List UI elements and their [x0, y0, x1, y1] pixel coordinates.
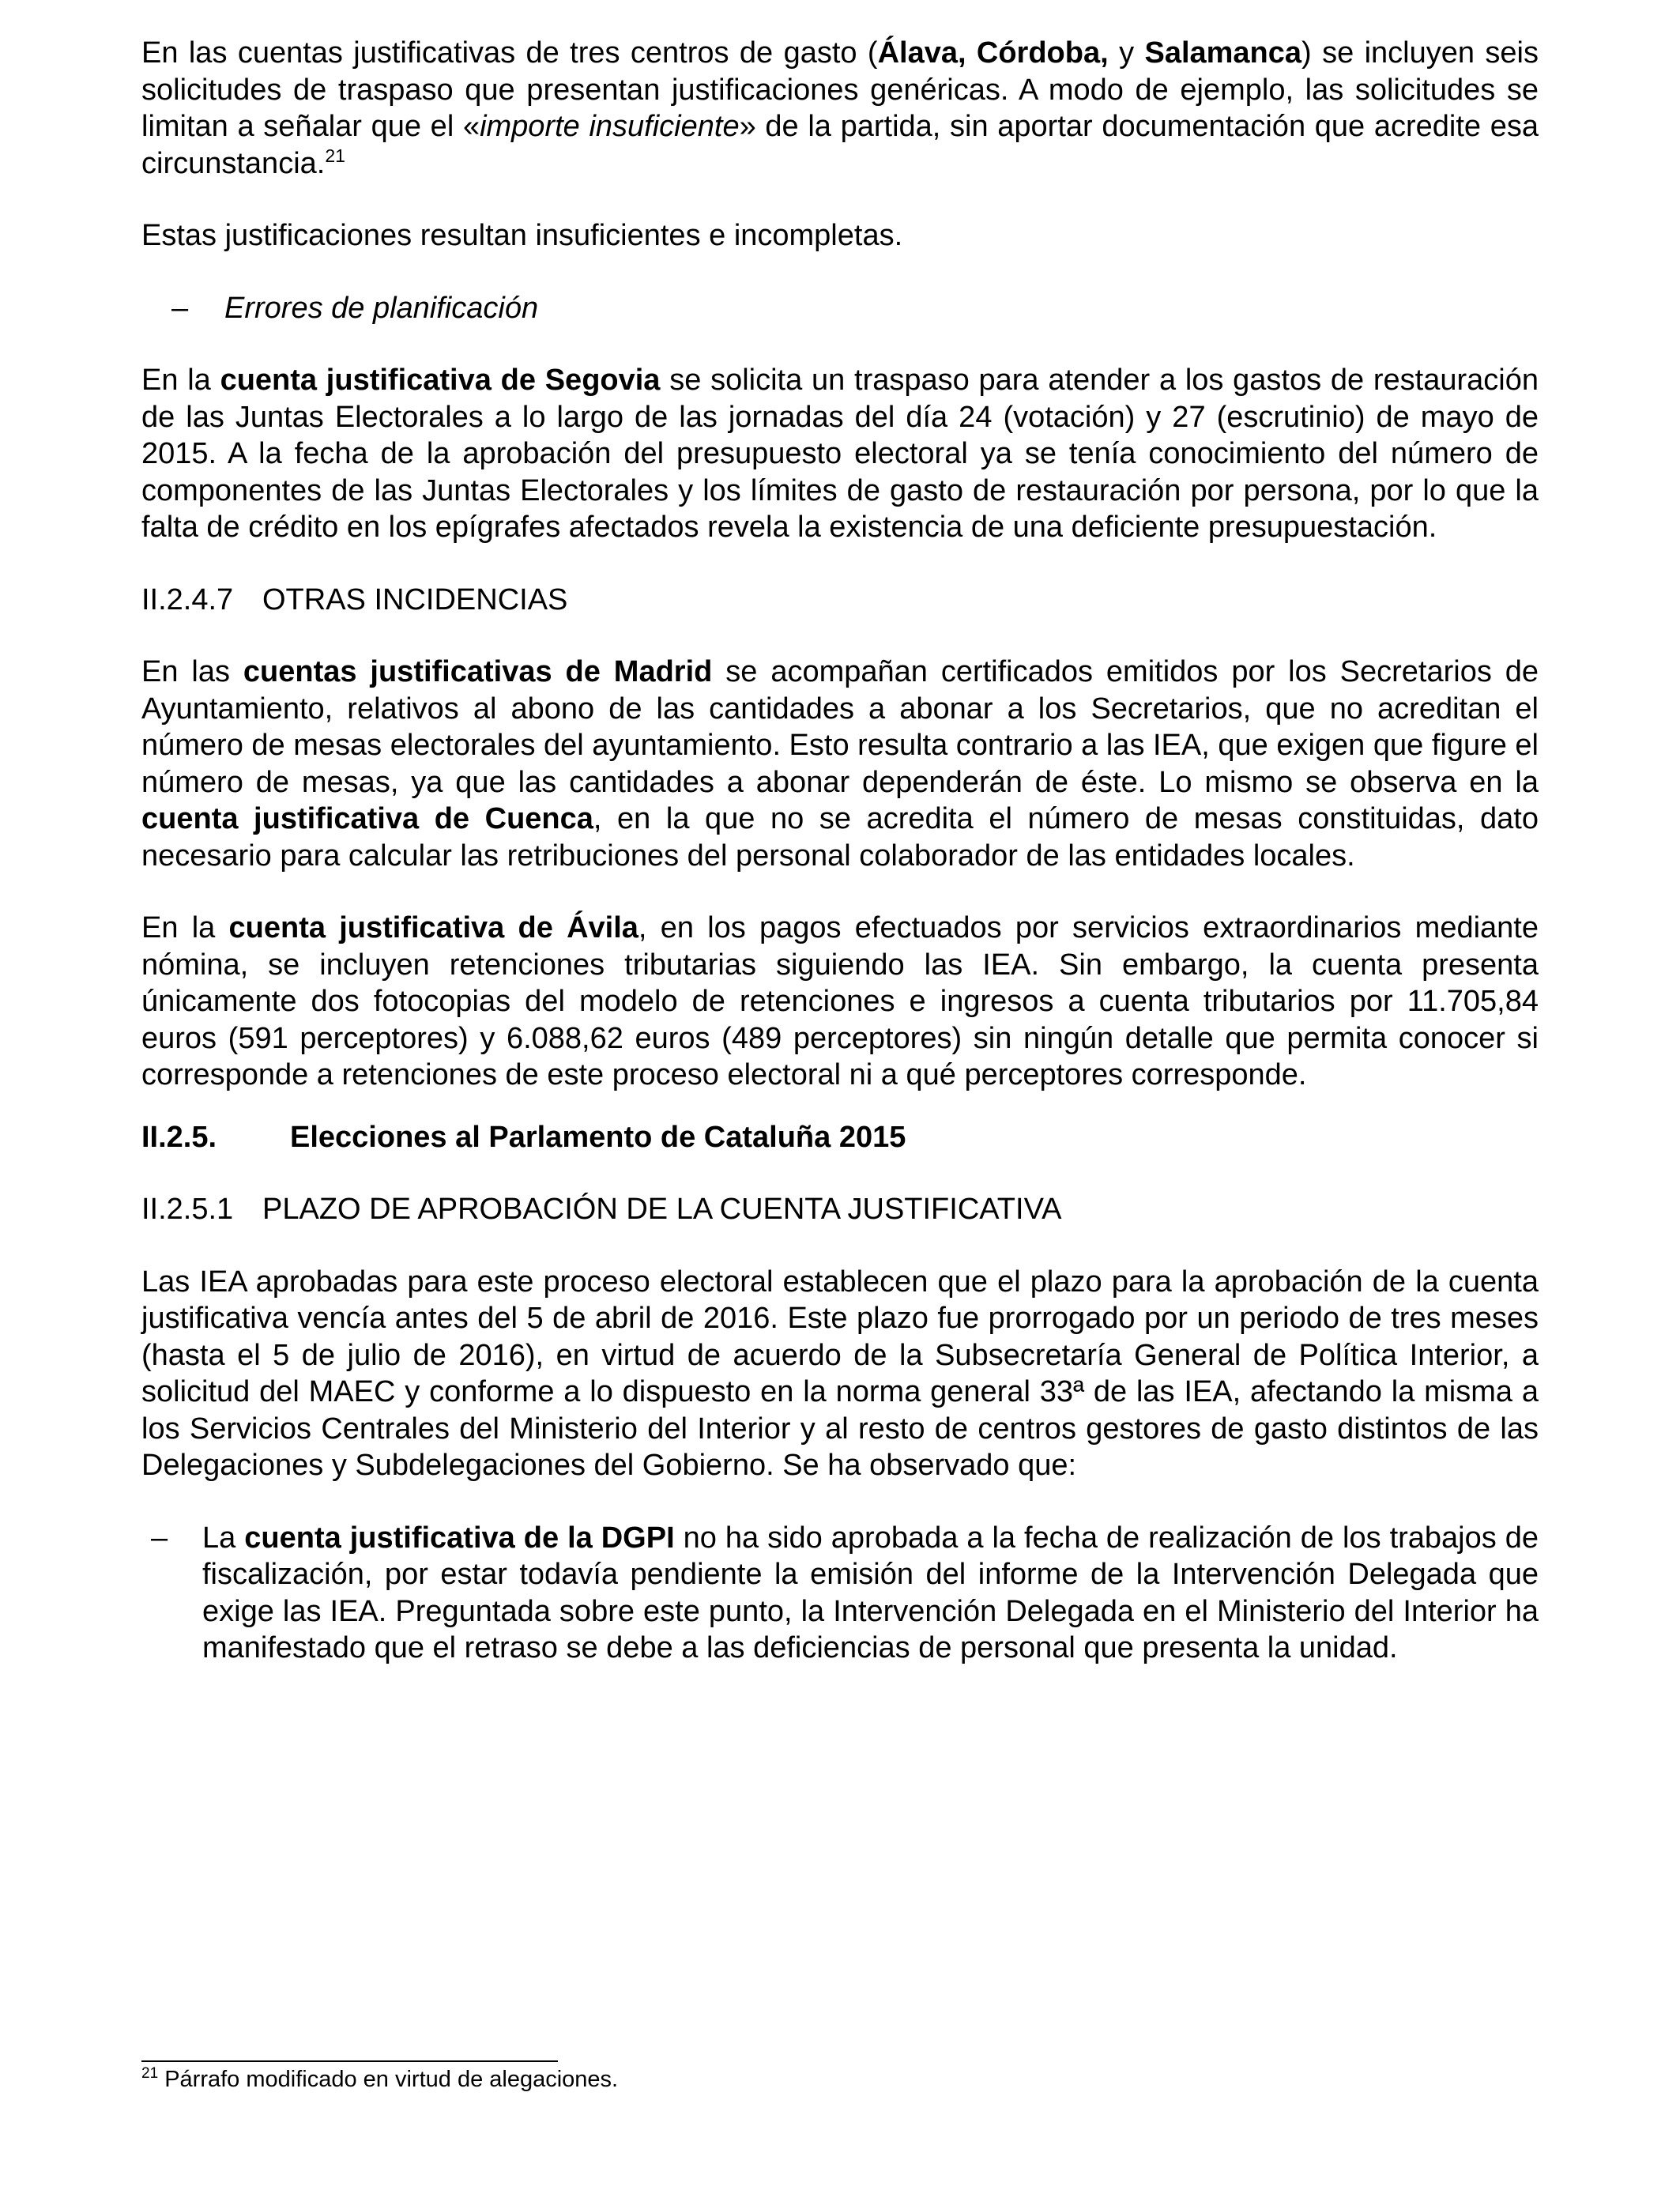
section-number: II.2.5.1 — [141, 1193, 234, 1226]
section-number: II.2.4.7 — [141, 582, 234, 616]
section-heading-2-5-1 — [141, 1191, 1539, 1228]
section-heading-2-5 — [141, 1119, 1539, 1156]
paragraph-insuficientes: Estas justificaciones resultan insuficientes e incompletas. — [141, 219, 903, 252]
paragraph-segovia: En la cuenta justificativa de Segovia se solicita un traspaso para atender a los gastos de restauración de las Juntas Electorales a lo largo de las jornadas del día 24 (votación) y 27 (escrutinio) de mayo de 2015. A la fecha de la aprobación del presupuesto electoral ya se tenía conocimiento del número de componentes de las Juntas Electorales y los límites de gasto de restauración por persona, por lo que la falta de crédito en los epígrafes afectados revela la existencia de una deficiente presupuestación. — [141, 364, 1539, 544]
bold-segovia: cuenta justificativa de Segovia — [220, 364, 661, 397]
italic-importe-insuficiente: importe insuficiente — [480, 110, 740, 143]
footnote — [141, 2065, 618, 2094]
paragraph-avila: En la cuenta justificativa de Ávila, en los pagos efectuados por servicios extraordinarios mediante nómina, se incluyen retenciones tributarias siguiendo las IEA. Sin embargo, la cuenta presenta únicamente dos fotocopias del modelo de retenciones e ingresos a cuenta tributarios por 11.705,84 euros (591 perceptores) y 6.088,62 euros (489 perceptores) sin ningún detalle que permita conocer si corresponde a retenciones de este proceso electoral ni a qué perceptores corresponde. — [141, 911, 1539, 1091]
section-heading-2-4-7 — [141, 582, 1539, 619]
footnote-separator — [141, 2060, 558, 2062]
footnote-number: 21 — [141, 2065, 159, 2082]
paragraph-centros-gasto: En las cuentas justificativas de tres centros de gasto (Álava, Córdoba, y Salamanca) se incluyen seis solicitudes de traspaso que presentan justificaciones genéricas. A modo de ejemplo, las solicitudes se limitan a señalar que el «importe insuficiente» de la partida, sin aportar documentación que acredite esa circunstancia.$^{21}$ — [141, 36, 1539, 180]
footnote-reference: 21 — [325, 145, 345, 166]
subheading-text: Errores de planificación — [224, 291, 539, 325]
bold-salamanca: Salamanca — [1144, 36, 1302, 70]
bold-madrid: cuentas justificativas de Madrid — [243, 655, 713, 688]
paragraph-plazo: Las IEA aprobadas para este proceso electoral establecen que el plazo para la aprobación de la cuenta justificativa vencía antes del 5 de abril de 2016. Este plazo fue prorrogado por un periodo de tres meses (hasta el 5 de julio de 2016), en virtud de acuerdo de la Subsecretaría General de Política Interior, a solicitud del MAEC y conforme a lo dispuesto en la norma general 33ª de las IEA, afectando la misma a los Servicios Centrales del Ministerio del Interior y al resto de centros gestores de gasto distintos de las Delegaciones y Subdelegaciones del Gobierno. Se ha observado que: — [141, 1265, 1539, 1482]
bold-centros: Álava, Córdoba, — [877, 36, 1109, 70]
subheading-errores-planificacion — [141, 290, 1539, 327]
bold-avila: cuenta justificativa de Ávila — [228, 911, 638, 944]
bold-cuenca: cuenta justificativa de Cuenca — [141, 802, 593, 835]
dash-marker: – — [171, 291, 189, 325]
section-title: Elecciones al Parlamento de Cataluña 2015 — [290, 1120, 906, 1154]
section-title: PLAZO DE APROBACIÓN DE LA CUENTA JUSTIFICATIVA — [262, 1193, 1062, 1226]
page-body — [141, 35, 1539, 1667]
section-number: II.2.5. — [141, 1120, 217, 1154]
bullet-dgpi: – La cuenta justificativa de la DGPI no ha sido aprobada a la fecha de realización de los trabajos de fiscalización, por estar todavía pendiente la emisión del informe de la Intervención Delegada que exige las IEA. Preguntada sobre este punto, la Intervención Delegada en el Ministerio del Interior ha manifestado que el retraso se debe a las deficiencias de personal que presenta la unidad. — [141, 1520, 1539, 1667]
dash-marker: – — [151, 1521, 168, 1555]
paragraph-madrid-cuenca: En las cuentas justificativas de Madrid se acompañan certificados emitidos por los Secretarios de Ayuntamiento, relativos al abono de las cantidades a abonar a los Secretarios, que no acreditan el número de mesas electorales del ayuntamiento. Esto resulta contrario a las IEA, que exigen que figure el número de mesas, ya que las cantidades a abonar dependerán de éste. Lo mismo se observa en la cuenta justificativa de Cuenca, en la que no se acredita el número de mesas constituidas, dato necesario para calcular las retribuciones del personal colaborador de las entidades locales. — [141, 655, 1539, 873]
footnote-text: Párrafo modificado en virtud de alegaciones. — [164, 2067, 619, 2092]
section-title: OTRAS INCIDENCIAS — [262, 582, 568, 616]
bold-dgpi: cuenta justificativa de la DGPI — [244, 1521, 675, 1555]
